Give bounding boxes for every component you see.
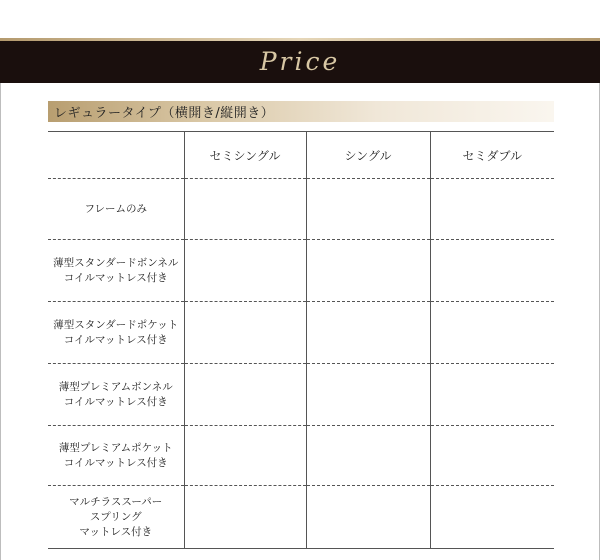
price-cell-semi-single	[184, 486, 306, 549]
price-cell-semi-single	[184, 302, 306, 364]
section-title: レギュラータイプ（横開き/縦開き）	[54, 106, 275, 121]
price-cell-semi-double	[430, 486, 554, 549]
row-label-line: フレームのみ	[84, 202, 148, 215]
banner-title: Price	[259, 46, 341, 76]
row-label-line: マットレス付き	[79, 525, 153, 538]
price-table	[48, 131, 554, 549]
table-row	[48, 240, 554, 302]
frame-left-border	[0, 83, 1, 560]
row-label-thin-standard-pocket	[48, 302, 184, 364]
row-label-line: マルチラススーパー	[69, 495, 163, 508]
row-label-line: コイルマットレス付き	[63, 271, 168, 284]
price-cell-semi-double	[430, 240, 554, 302]
price-cell-semi-single	[184, 364, 306, 426]
price-cell-single	[306, 179, 430, 240]
price-cell-semi-single	[184, 426, 306, 486]
column-header-blank	[48, 132, 184, 179]
row-label-thin-premium-pocket	[48, 426, 184, 486]
price-cell-semi-double	[430, 179, 554, 240]
row-label-line: コイルマットレス付き	[63, 333, 168, 346]
price-cell-semi-double	[430, 426, 554, 486]
row-label-line: コイルマットレス付き	[63, 395, 168, 408]
row-label-thin-standard-bonnell	[48, 240, 184, 302]
row-label-multi-lath-super-spring	[48, 486, 184, 549]
table-header-row	[48, 132, 554, 179]
row-label-line: 薄型プレミアムポケット	[58, 441, 173, 454]
price-banner	[0, 41, 600, 83]
column-header-semi-single: セミシングル	[184, 132, 306, 179]
table-row	[48, 364, 554, 426]
price-cell-single	[306, 364, 430, 426]
price-cell-single	[306, 302, 430, 364]
row-label-frame-only	[48, 179, 184, 240]
price-table-container	[48, 131, 554, 549]
table-row	[48, 179, 554, 240]
price-cell-single	[306, 486, 430, 549]
column-header-single: シングル	[306, 132, 430, 179]
price-cell-semi-single	[184, 179, 306, 240]
table-row	[48, 486, 554, 549]
price-cell-semi-single	[184, 240, 306, 302]
table-row	[48, 426, 554, 486]
row-label-line: コイルマットレス付き	[63, 456, 168, 469]
section-header	[48, 101, 554, 122]
row-label-line: 薄型プレミアムボンネル	[58, 380, 173, 393]
row-label-line: スプリング	[89, 510, 142, 523]
row-label-thin-premium-bonnell	[48, 364, 184, 426]
row-label-line: 薄型スタンダードボンネル	[53, 256, 179, 269]
table-row	[48, 302, 554, 364]
price-cell-semi-double	[430, 302, 554, 364]
price-cell-semi-double	[430, 364, 554, 426]
row-label-line: 薄型スタンダードポケット	[53, 318, 179, 331]
price-cell-single	[306, 426, 430, 486]
price-cell-single	[306, 240, 430, 302]
column-header-semi-double: セミダブル	[430, 132, 554, 179]
